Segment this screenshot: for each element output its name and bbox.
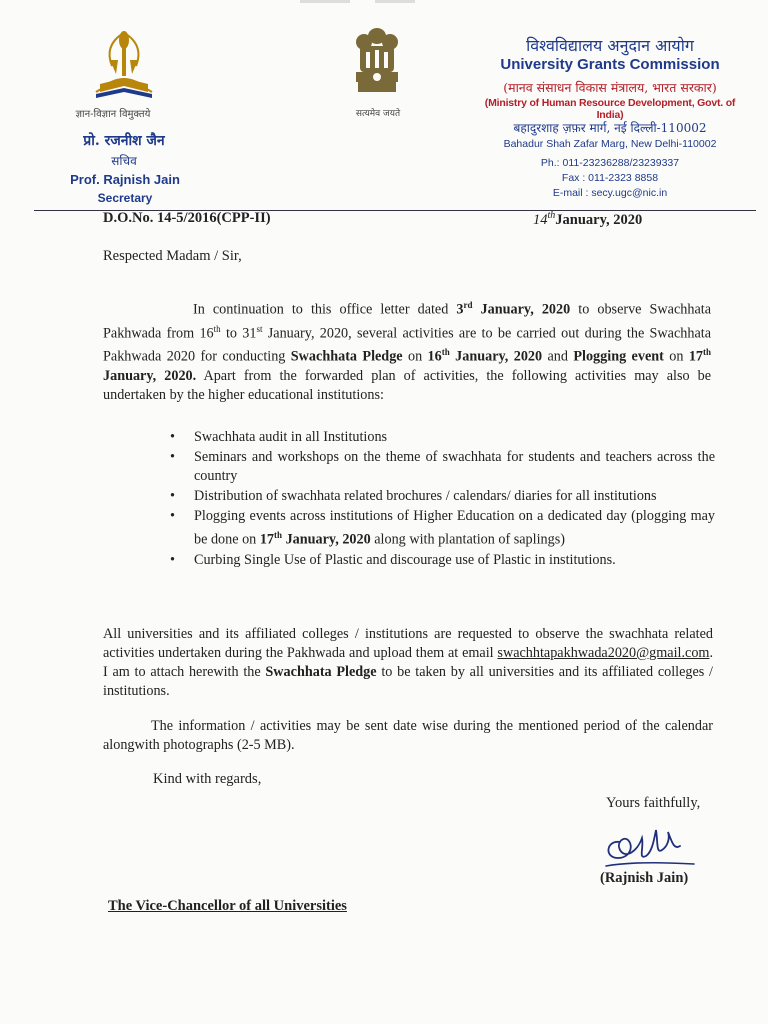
valediction: Yours faithfully, — [606, 795, 701, 811]
secretary-name-hindi: प्रो. रजनीश जैन — [83, 133, 165, 149]
org-name-hindi: विश्वविद्यालय अनुदान आयोग — [526, 36, 694, 55]
fax-number: Fax : 011-2323 8858 — [561, 172, 659, 184]
signature-icon — [598, 820, 698, 874]
ministry-hindi: (मानव संसाधन विकास मंत्रालय, भारत सरकार) — [503, 80, 717, 95]
emblem-motto: सत्यमेव जयते — [355, 109, 401, 119]
phone-number: Ph.: 011-23236288/23239337 — [540, 157, 680, 169]
closing-line: Kind with regards, — [153, 771, 262, 787]
list-item: • Swachhata audit in all Institutions — [170, 428, 715, 447]
ugc-motto: ज्ञान-विज्ञान विमुक्तये — [75, 109, 151, 120]
activity-list — [170, 428, 715, 570]
scan-mark — [375, 0, 415, 3]
secretary-title-hindi: सचिव — [111, 154, 137, 168]
salutation: Respected Madam / Sir, — [103, 248, 242, 264]
date-suffix: th — [547, 210, 556, 221]
scan-mark — [300, 0, 350, 3]
signatory-name: (Rajnish Jain) — [600, 870, 689, 886]
list-item: • Seminars and workshops on the theme of swachhata for students and teachers across the country — [170, 448, 715, 486]
national-emblem-icon — [350, 24, 404, 102]
recipient: The Vice-Chancellor of all Universities — [108, 898, 347, 914]
list-item: • Distribution of swachhata related brochures / calendars/ diaries for all institutions — [170, 487, 715, 506]
contact-email-link[interactable]: swachhtapakhwada2020@gmail.com — [497, 645, 710, 661]
address: Bahadur Shah Zafar Marg, New Delhi-110002 — [503, 138, 717, 150]
ugc-logo-icon — [82, 26, 166, 106]
letter-date — [533, 210, 642, 229]
secretary-name: Prof. Rajnish Jain — [70, 172, 180, 187]
email-address: E-mail : secy.ugc@nic.in — [552, 187, 668, 199]
address-hindi: बहादुरशाह ज़फ़र मार्ग, नई दिल्ली-110002 — [513, 121, 707, 135]
date-day: 14 — [533, 211, 548, 228]
reference-number: D.O.No. 14-5/2016(CPP-II) — [103, 210, 271, 226]
body-paragraph-3: The information / activities may be sent date wise during the mentioned period of the calendar alongwith photographs (2-5 MB). — [103, 718, 713, 753]
list-item: • Curbing Single Use of Plastic and discourage use of Plastic in institutions. — [170, 551, 715, 570]
list-item: • Plogging events across institutions of Higher Education on a dedicated day (plogging may be done on 17th January, 2020 along with plantation of saplings) — [170, 507, 715, 550]
body-paragraph-1: In continuation to this office letter dated 3rd January, 2020 to observe Swachhata Pakhwada from 16th to 31st January, 2020, several activities are to be carried out during the Swachhata Pakhwada 2020 for conducting Swachhata Pledge on 16th January, 2020 and Plogging event on 17th January, 2020. Apart from the forwarded plan of activities, the following activities may also be undertaken by the higher educational institutions: — [103, 300, 712, 404]
secretary-title: Secretary — [97, 191, 153, 205]
org-name: University Grants Commission — [500, 56, 720, 73]
body-paragraph-2: All universities and its affiliated colleges / institutions are requested to observe the swachhata related activities undertaken during the Pakhwada and upload them at email swachhtapakhwada2020@gmail.com. I am to attach herewith the Swachhata Pledge to be taken by all universities and its affiliated colleges / institutions. — [103, 626, 713, 699]
date-month-year: January, 2020 — [555, 211, 643, 228]
ministry-name: (Ministry of Human Resource Development, Govt. of India) — [484, 97, 736, 121]
